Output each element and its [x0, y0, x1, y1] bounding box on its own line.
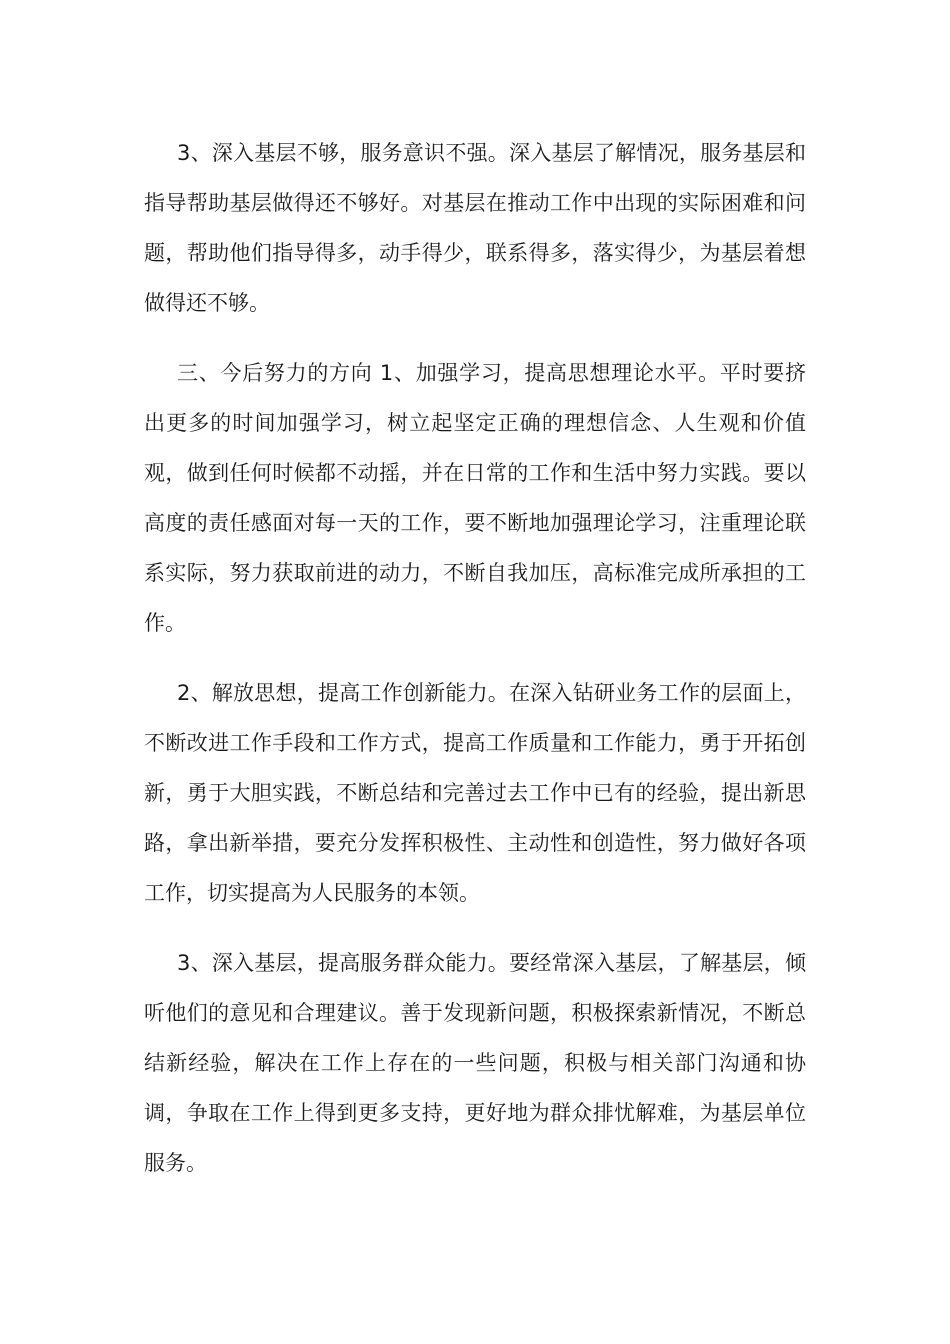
paragraph-serve-masses: 3、深入基层，提高服务群众能力。要经常深入基层，了解基层，倾听他们的意见和合理建议。善于发现新问题，积极探索新情况，不断总结新经验，解决在工作上存在的一些问题，积极与相关部门沟通和协调，争取在工作上得到更多支持，更好地为群众排忧解难，为基层单位服务。 [144, 951, 806, 1175]
paragraph-deep-grassroots-shortcoming: 3、深入基层不够，服务意识不强。深入基层了解情况，服务基层和指导帮助基层做得还不够好。对基层在推动工作中出现的实际困难和问题，帮助他们指导得多，动手得少，联系得多，落实得少，为基层着想做得还不够。 [144, 141, 806, 315]
paragraph-emancipate-mind: 2、解放思想，提高工作创新能力。在深入钻研业务工作的层面上，不断改进工作手段和工作方式，提高工作质量和工作能力，勇于开拓创新，勇于大胆实践，不断总结和完善过去工作中已有的经验，提出新思路，拿出新举措，要充分发挥积极性、主动性和创造性，努力做好各项工作，切实提高为人民服务的本领。 [144, 681, 806, 905]
paragraph-future-direction-study: 三、今后努力的方向 1、加强学习，提高思想理论水平。平时要挤出更多的时间加强学习，树立起坚定正确的理想信念、人生观和价值观，做到任何时候都不动摇，并在日常的工作和生活中努力实践。要以高度的责任感面对每一天的工作，要不断地加强理论学习，注重理论联系实际，努力获取前进的动力，不断自我加压，高标准完成所承担的工作。 [144, 361, 806, 635]
document-body [144, 128, 806, 1208]
